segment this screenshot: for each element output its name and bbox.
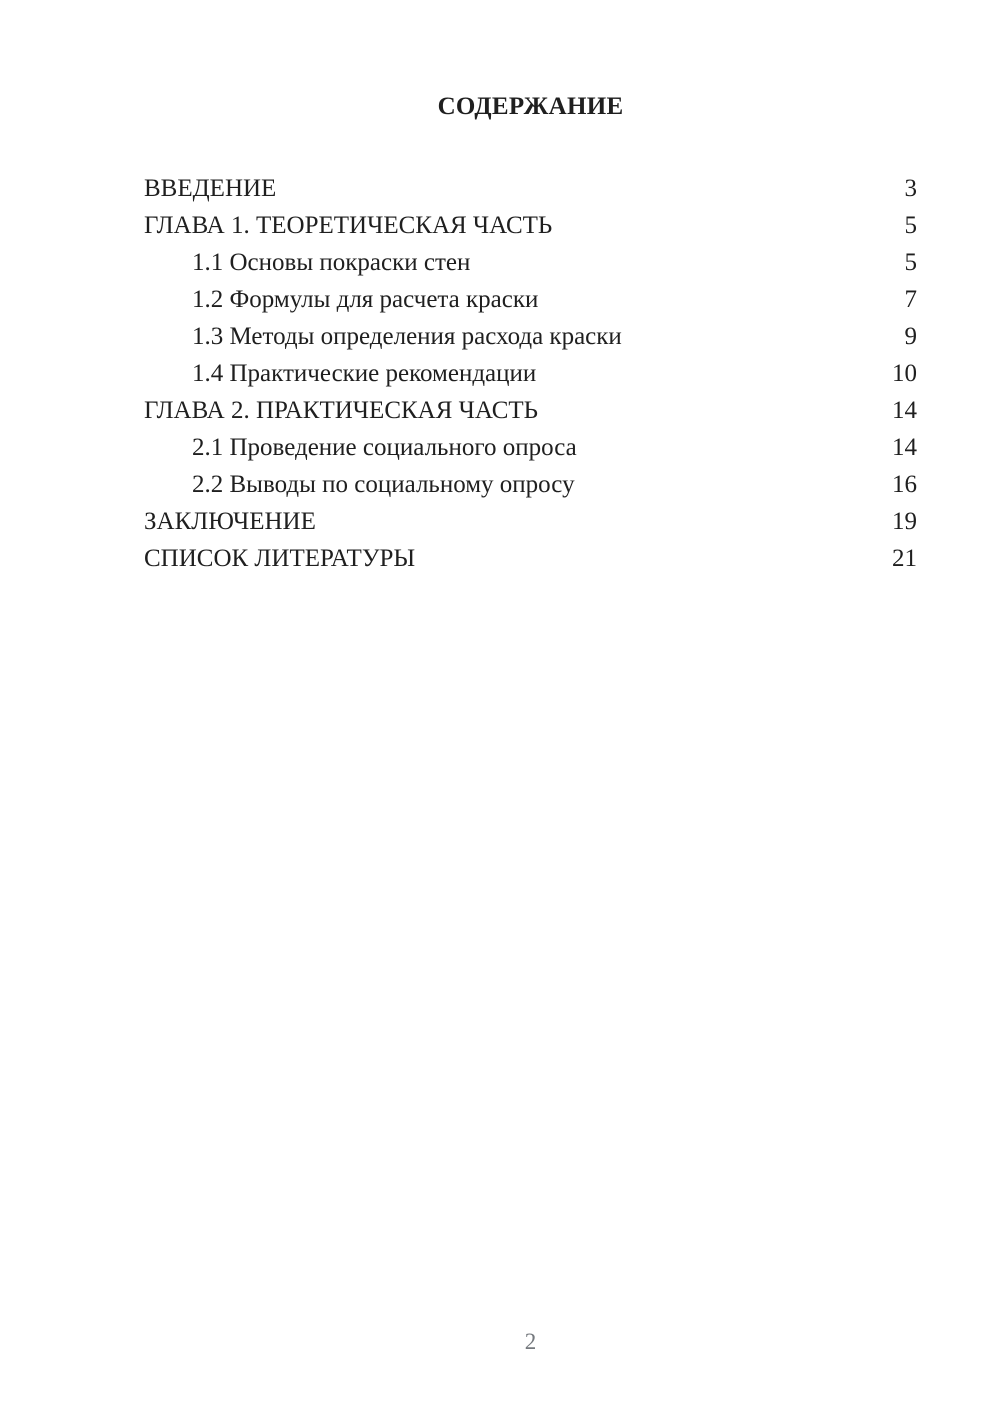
toc-entry-label: ЗАКЛЮЧЕНИЕ — [144, 508, 316, 535]
toc-entry-label: 1.4 Практические рекомендации — [192, 360, 537, 387]
toc-entry-page: 16 — [892, 471, 917, 498]
toc-entry-row — [144, 318, 917, 355]
toc-entry-label: 1.3 Методы определения расхода краски — [192, 323, 622, 350]
toc-entry-page: 3 — [904, 175, 917, 202]
toc-title: СОДЕРЖАНИЕ — [437, 93, 624, 120]
toc-content — [0, 0, 1000, 577]
toc-entry-page: 19 — [892, 508, 917, 535]
toc-entry-page: 14 — [892, 397, 917, 424]
toc-entry-row — [144, 429, 917, 466]
toc-entry-row — [144, 503, 917, 540]
toc-entry-page: 9 — [904, 323, 917, 350]
toc-entry-page: 10 — [892, 360, 917, 387]
toc-entry-row — [144, 540, 917, 577]
toc-entry-page: 14 — [892, 434, 917, 461]
toc-entry-row — [144, 355, 917, 392]
toc-entry-page: 7 — [904, 286, 917, 313]
toc-entry-label: ГЛАВА 2. ПРАКТИЧЕСКАЯ ЧАСТЬ — [144, 397, 539, 424]
toc-entry-page: 5 — [904, 212, 917, 239]
toc-entry-label: ВВЕДЕНИЕ — [144, 175, 277, 202]
page-number: 2 — [524, 1329, 537, 1354]
toc-entry-row — [144, 392, 917, 429]
toc-entry-label: 1.1 Основы покраски стен — [192, 249, 471, 276]
toc-entry-label: ГЛАВА 1. ТЕОРЕТИЧЕСКАЯ ЧАСТЬ — [144, 212, 553, 239]
toc-entry-label: СПИСОК ЛИТЕРАТУРЫ — [144, 545, 416, 572]
toc-entry-page: 5 — [904, 249, 917, 276]
toc-list — [144, 170, 917, 577]
toc-entry-label: 2.1 Проведение социального опроса — [192, 434, 577, 461]
toc-entry-row — [144, 466, 917, 503]
page-footer — [144, 1328, 917, 1356]
toc-entry-row — [144, 281, 917, 318]
toc-entry-page: 21 — [892, 545, 917, 572]
toc-entry-row — [144, 207, 917, 244]
toc-entry-row — [144, 244, 917, 281]
toc-entry-label: 1.2 Формулы для расчета краски — [192, 286, 539, 313]
toc-entry-row — [144, 170, 917, 207]
toc-entry-label: 2.2 Выводы по социальному опросу — [192, 471, 575, 498]
